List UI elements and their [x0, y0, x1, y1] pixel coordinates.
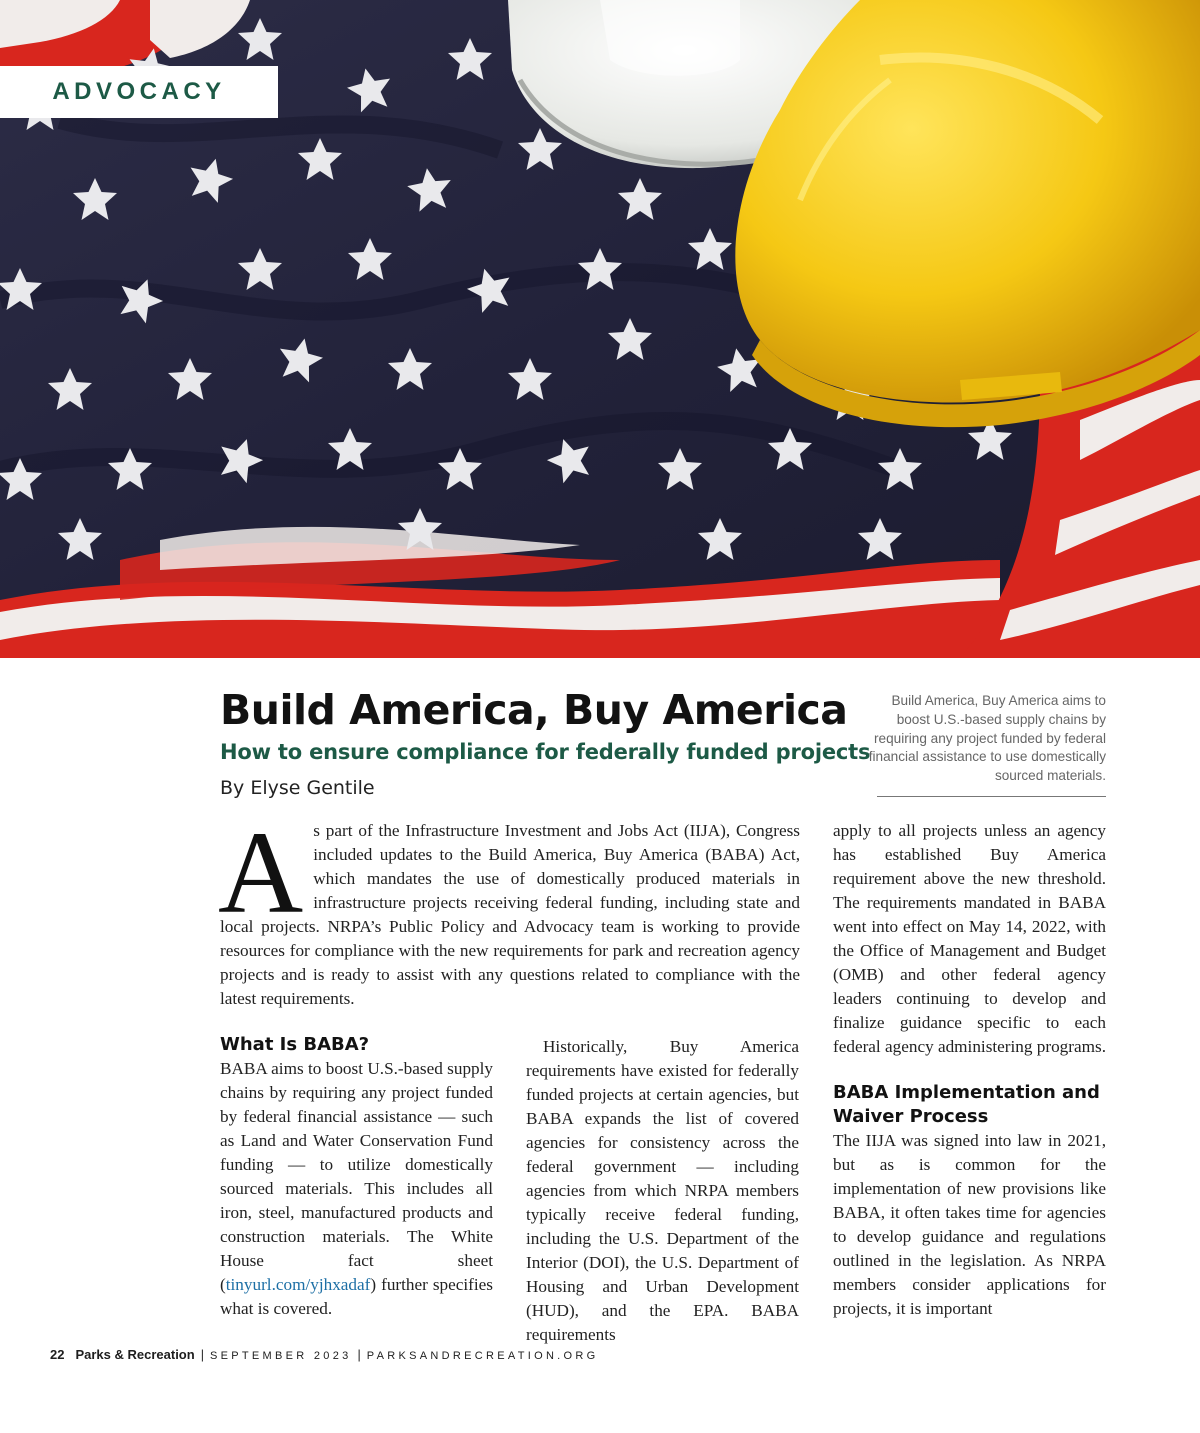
- magazine-name: Parks & Recreation: [75, 1347, 195, 1362]
- article-subtitle: How to ensure compliance for federally funded projects: [220, 740, 871, 764]
- page-number: 22: [50, 1347, 65, 1362]
- footer-separator: |: [357, 1348, 361, 1362]
- body-paragraph: The IIJA was signed into law in 2021, but as is common for the implementation of new provisions like BABA, it often takes time for agencies to develop guidance and regulations outlined in the legislation. As NRPA members consider applications for projects, it is important: [833, 1131, 1106, 1318]
- page-footer: [50, 1347, 599, 1362]
- hero-photo: [0, 0, 1200, 658]
- footer-separator: |: [200, 1348, 204, 1362]
- column-2: [526, 1035, 799, 1347]
- photo-caption: Build America, Buy America aims to boost U.S.-based supply chains by requiring any project funded by federal financial assistance to use domestically sourced materials.: [868, 693, 1106, 784]
- intro-text: s part of the Infrastructure Investment and Jobs Act (IIJA), Congress included updates to the Build America, Buy America (BABA) Act, which mandates the use of domestically produced materials in infrastructure projects receiving federal funding, including state and local projects. NRPA’s Public Policy and Advocacy team is working to provide resources for compliance with the new requirements for park and recreation agency projects and is ready to assist with any questions related to compliance with the latest requirements.: [220, 821, 800, 1008]
- column-3: [833, 819, 1106, 1321]
- body-text: ) further specifies what is covered.: [220, 1275, 493, 1318]
- body-paragraph: Historically, Buy America requirements have existed for federally funded projects at certain agencies, but BABA expands the list of covered agencies for consistency across the federal government — including agencies from which NRPA members typically receive federal funding, including the U.S. Department of the Interior (DOI), the U.S. Department of Housing and Urban Development (HUD), and the EPA. BABA requirements: [526, 1037, 799, 1344]
- article-byline: By Elyse Gentile: [220, 777, 375, 799]
- body-paragraph: apply to all projects unless an agency has established Buy America requirement above the new threshold. The requirements mandated in BABA went into effect on May 14, 2022, with the Office of Management and Budget (OMB) and other federal agency leaders continuing to develop and finalize guidance specific to each federal agency administering programs.: [833, 821, 1106, 1056]
- article-title: Build America, Buy America: [220, 686, 848, 734]
- section-label: ADVOCACY: [52, 78, 226, 105]
- fact-sheet-link[interactable]: tinyurl.com/yjhxadaf: [225, 1275, 371, 1294]
- drop-cap: A: [218, 807, 304, 938]
- body-paragraph: [220, 1057, 493, 1321]
- section-heading-what-is-baba: What Is BABA?: [220, 1034, 370, 1055]
- issue-date: SEPTEMBER 2023: [209, 1350, 352, 1362]
- body-text: BABA aims to boost U.S.-based supply chains by requiring any project funded by federal financial assistance — such as Land and Water Conservation Fund funding — to utilize domestically sourced materials. This includes all iron, steel, manufactured products and construction materials. The White House fact sheet (: [220, 1059, 493, 1294]
- section-tag: [0, 66, 278, 118]
- section-heading-implementation: BABA Implementation and Waiver Process: [833, 1082, 1100, 1127]
- website-link[interactable]: PARKSANDRECREATION.ORG: [366, 1350, 599, 1362]
- intro-paragraph: [218, 807, 800, 1011]
- column-1: [220, 1033, 493, 1321]
- caption-divider: [877, 796, 1106, 797]
